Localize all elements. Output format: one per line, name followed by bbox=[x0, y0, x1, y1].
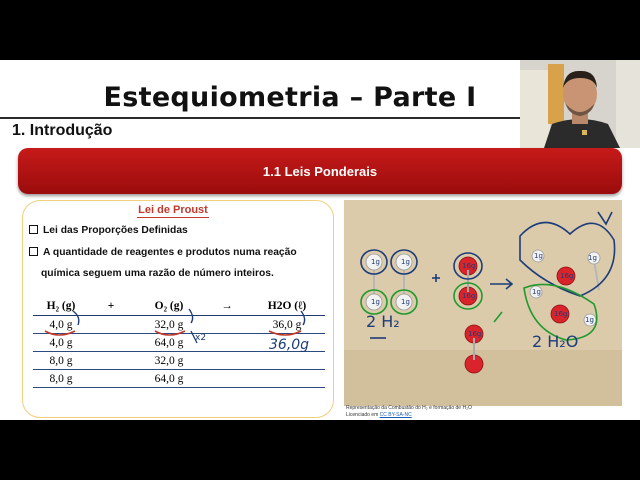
col-plus: + bbox=[89, 297, 133, 316]
handwritten-marks bbox=[23, 201, 333, 417]
molecule-model-photo bbox=[344, 200, 622, 406]
atom-mass-h: 1g bbox=[585, 316, 594, 324]
col-h2: H₂ (g) bbox=[33, 297, 89, 316]
label-2h2o: 2 H₂O bbox=[532, 332, 579, 351]
annotation-x2: x2 bbox=[195, 333, 207, 343]
section-banner bbox=[18, 148, 622, 194]
col-h2o: H2O (ℓ) bbox=[249, 297, 325, 316]
slide-title: Estequiometria – Parte I bbox=[103, 82, 477, 113]
atom-mass-h: 1g bbox=[534, 252, 543, 260]
cell-h2: 4,0 g bbox=[33, 316, 89, 334]
bullet-text-line1: A quantidade de reagentes e produtos numa reação bbox=[43, 247, 297, 258]
atom-mass-h: 1g bbox=[401, 258, 410, 266]
section-heading: 1. Introdução bbox=[12, 122, 113, 139]
cell-o2: 32,0 g bbox=[133, 352, 205, 370]
cell-h2: 8,0 g bbox=[33, 370, 89, 388]
banner-label: 1.1 Leis Ponderais bbox=[262, 163, 378, 179]
cell-h2: 4,0 g bbox=[33, 334, 89, 352]
annotation-mass: 36,0g bbox=[269, 337, 310, 353]
license-link[interactable]: CC BY-SA-NC bbox=[379, 412, 412, 418]
image-credit bbox=[346, 405, 472, 419]
presenter-image bbox=[520, 60, 640, 148]
atom-mass-o: 16g bbox=[560, 272, 574, 280]
cell-o2: 32,0 g bbox=[133, 316, 205, 334]
atom-mass-o: 16g bbox=[462, 292, 476, 300]
atom-mass-h: 1g bbox=[371, 298, 380, 306]
col-arrow: → bbox=[205, 297, 249, 316]
bullet-text: Lei das Proporções Definidas bbox=[43, 225, 188, 236]
cell-o2: 64,0 g bbox=[133, 370, 205, 388]
cell-h2: 8,0 g bbox=[33, 352, 89, 370]
credit-prefix: Licenciado em bbox=[346, 412, 379, 418]
card-title: Lei de Proust bbox=[138, 204, 208, 216]
atom-mass-h: 1g bbox=[588, 254, 597, 262]
atom-mass-h: 1g bbox=[532, 288, 541, 296]
atom-mass-o: 16g bbox=[468, 330, 482, 338]
col-o2: O₂ (g) bbox=[133, 297, 205, 316]
title-divider bbox=[0, 117, 520, 119]
cell-o2: 64,0 g bbox=[133, 334, 205, 352]
presenter-webcam bbox=[520, 60, 640, 148]
bullet-text-line2: química seguem uma razão de número inteiros. bbox=[41, 268, 274, 279]
proust-law-card bbox=[22, 200, 334, 418]
atom-mass-o: 16g bbox=[554, 310, 568, 318]
credit-line1: Representação da Combustão do H₂ e formação de H₂O bbox=[346, 405, 472, 411]
combustion-model-image bbox=[344, 200, 622, 406]
cell-h2o: 36,0 g bbox=[249, 316, 325, 334]
presentation-slide bbox=[0, 60, 640, 420]
atom-mass-h: 1g bbox=[371, 258, 380, 266]
label-2h2: 2 H₂ bbox=[366, 312, 400, 331]
credit-line2 bbox=[346, 412, 472, 419]
atom-mass-o: 16g bbox=[462, 262, 476, 270]
atom-mass-h: 1g bbox=[401, 298, 410, 306]
